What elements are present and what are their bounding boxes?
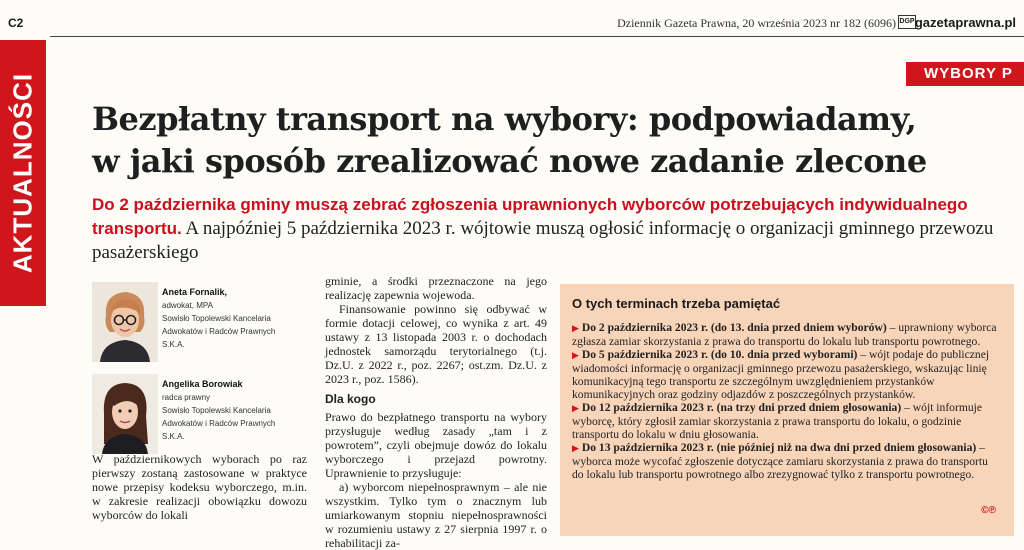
- author-firm: Sowisło Topolewski Kancelaria: [162, 314, 271, 323]
- deadline-item: [572, 441, 1000, 481]
- deadline-date: Do 12 października 2023 r. (na trzy dni przed dniem głosowania): [581, 401, 902, 414]
- body-column-middle: [325, 274, 547, 550]
- deadline-date: Do 5 października 2023 r. (do 10. dnia przed wyborami): [581, 348, 858, 361]
- author-firm-cont: Adwokatów i Radców Prawnych: [162, 419, 276, 428]
- side-tab-label: AKTUALNOŚCI: [7, 72, 38, 274]
- author-portrait-icon: [92, 282, 158, 362]
- author-info: [162, 378, 312, 443]
- author-firm: Sowisło Topolewski Kancelaria: [162, 406, 271, 415]
- arrow-right-icon: ▶: [572, 323, 579, 333]
- author-info: [162, 286, 312, 351]
- deadline-text: – wyborca może wycofać zgłoszenie dotyczące zamiaru skorzystania z prawa do transportu do lokalu lub transportu powrotnego albo zrezygnować tylko z transportu powrotnego.: [572, 441, 988, 481]
- headline-line-1: Bezpłatny transport na wybory: podpowiadamy,: [92, 100, 917, 138]
- issue-line: Dziennik Gazeta Prawna, 20 września 2023 nr 182 (6096): [617, 16, 896, 30]
- article-headline: [92, 98, 992, 182]
- body-paragraph: Prawo do bezpłatnego transportu na wybory przysługuje według zasady „tam i z powrotem”, czyli obejmuje dowóz do lokalu wyborczego i przejazd powrotny. Uprawnienie to przysługuje:: [325, 410, 547, 480]
- copyright-mark: ©℗: [981, 505, 996, 516]
- body-paragraph: W październikowych wyborach po raz pierwszy zostaną zastosowane w praktyce nowe przepisy kodeksu wyborczego, m.in. w zakresie realizacji obowiązku dowozu wyborców do lokali: [92, 452, 307, 522]
- header-divider: [50, 36, 1024, 37]
- deadlines-box: [560, 284, 1014, 536]
- author-name: Aneta Fornalik,: [162, 287, 228, 297]
- section-bar: WYBORY P: [906, 62, 1024, 86]
- article-lead: [92, 193, 1012, 265]
- site-link[interactable]: gazetaprawna.pl: [914, 15, 1016, 30]
- body-paragraph: a) wyborcom niepełnosprawnym – ale nie wszystkim. Tylko tym o znacznym lub umiarkowanym stopniu niepełnosprawności w rozumieniu ustawy z 27 sierpnia 1997 r. o rehabilitacji za-: [325, 480, 547, 550]
- author-title: radca prawny: [162, 393, 211, 402]
- deadline-text: – wójt informuje wyborcę, który zgłosił zamiar skorzystania z prawa transportu do lokalu, o godzinie transportu do lokalu w dniu głosowania.: [572, 401, 983, 441]
- body-column-left: [92, 452, 307, 522]
- deadline-item: [572, 348, 1000, 401]
- page-number: C2: [8, 16, 24, 30]
- lead-highlight: Do 2 października gminy muszą zebrać zgłoszenia uprawnionych wyborców potrzebujących indywidualnego transportu.: [92, 195, 968, 238]
- deadline-date: Do 13 października 2023 r. (nie później niż na dwa dni przed dniem głosowania): [581, 441, 977, 454]
- deadline-item: [572, 321, 1000, 348]
- author-firm-suffix: S.K.A.: [162, 432, 185, 441]
- author-photo: [92, 374, 158, 454]
- author-name: Angelika Borowiak: [162, 379, 243, 389]
- author-title: adwokat, MPA: [162, 301, 213, 310]
- body-paragraph: gminie, a środki przeznaczone na jego realizację zapewnia wojewoda.: [325, 274, 547, 302]
- subheading: Dla kogo: [325, 392, 376, 406]
- dgp-logo-badge: DGP: [898, 15, 916, 29]
- deadline-text: – uprawniony wyborca zgłasza zamiar skorzystania z prawa do transportu do lokalu lub transportu powrotnego.: [572, 321, 997, 348]
- headline-line-2: w jaki sposób zrealizować nowe zadanie zlecone: [92, 142, 927, 180]
- section-side-tab: [0, 40, 46, 306]
- deadline-text: – wójt podaje do publicznej wiadomości informację o organizacji gminnego przewozu pasażerskiego, wskazując linię komunikacyjną tego transportu ze szczególnym uwzględnieniem przystanków komunikacyjnych oraz godziny odjazdów z poszczególnych przystanków.: [572, 348, 990, 401]
- box-title: O tych terminach trzeba pamiętać: [572, 296, 781, 311]
- author-card: [92, 374, 312, 462]
- arrow-right-icon: ▶: [572, 403, 579, 413]
- deadline-item: [572, 401, 1000, 441]
- lead-text: A najpóźniej 5 października 2023 r. wójtowie muszą ogłosić informację o organizacji gminnego przewozu pasażerskiego: [92, 218, 994, 263]
- arrow-right-icon: ▶: [572, 443, 579, 453]
- author-photo: [92, 282, 158, 362]
- author-firm-suffix: S.K.A.: [162, 340, 185, 349]
- author-firm-cont: Adwokatów i Radców Prawnych: [162, 327, 276, 336]
- deadline-date: Do 2 października 2023 r. (do 13. dnia przed dniem wyborów): [581, 321, 887, 334]
- body-paragraph: Finansowanie powinno się odbywać w formie dotacji celowej, co wynika z art. 49 ustawy z 13 listopada 2003 r. o dochodach jednostek samorządu terytorialnego (t.j. Dz.U. z 2022 r., poz. 2267; ost.zm. Dz.U. z 2023 r., poz. 1586).: [325, 302, 547, 386]
- page-header: [0, 0, 1024, 38]
- arrow-right-icon: ▶: [572, 350, 579, 360]
- author-portrait-icon: [92, 374, 158, 454]
- author-card: [92, 282, 312, 370]
